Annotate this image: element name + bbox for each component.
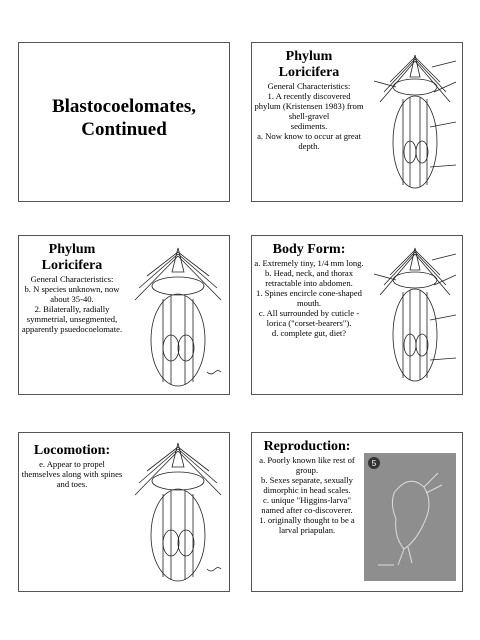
slide-title: Phylum Loricifera [278, 49, 340, 80]
text-line: a. Now know to occur at great depth. [257, 131, 361, 151]
slide-title: Body Form: [272, 242, 346, 257]
text-line: a. Extremely tiny, 1/4 mm long. [254, 258, 364, 268]
loricifera-labeled-drawing [370, 47, 460, 197]
larva-outline [364, 453, 456, 581]
text-line: b. Head, neck, and thorax retractable into abdomen. [264, 268, 354, 288]
higgins-larva-micrograph [364, 453, 456, 581]
photo-label: 5 [371, 459, 377, 468]
loricifera-labeled-drawing [370, 240, 460, 390]
slide-6 [251, 432, 463, 592]
text-line: General Characteristics: [267, 81, 351, 91]
slide-text [254, 242, 364, 338]
text-line: 1. originally thought to be a larval priapulan. [259, 515, 355, 535]
slide-2 [251, 42, 463, 202]
slide-text [254, 439, 360, 535]
loricifera-drawing [129, 439, 227, 589]
slide-text [21, 242, 123, 334]
text-line: d. complete gut, diet? [271, 328, 347, 338]
text-line: 1. Spines encircle cone-shaped mouth. [256, 288, 362, 308]
text-line: b. N species unknown, now about 35-40. [24, 284, 120, 304]
text-line: 2. Bilaterally, radially symmetrial, unsegmented, apparently psuedocoelomate. [21, 304, 123, 334]
slide-title: Blastocoelomates, Continued [51, 96, 197, 140]
slide-4 [251, 235, 463, 395]
text-line: e. Appear to propel themselves along with spines and toes. [21, 459, 123, 489]
text-line: b. Sexes separate, sexually dimorphic in head scales. [261, 475, 353, 495]
text-line: sediments. [290, 121, 328, 131]
text-line: c. All surrounded by cuticle - lorica ("corset-bearers"). [258, 308, 360, 328]
slide-1 [18, 42, 230, 202]
text-line: General Characteristics: [30, 274, 114, 284]
slide-text [254, 49, 364, 151]
slide-3 [18, 235, 230, 395]
text-line: a. Poorly known like rest of group. [259, 455, 355, 475]
slide-title: Phylum Loricifera [41, 242, 103, 273]
slide-5 [18, 432, 230, 592]
text-line: 1. A recently discovered phylum (Kristensen 1983) from shell-gravel [254, 91, 364, 121]
slide-text [21, 443, 123, 489]
slide-title: Reproduction: [263, 439, 351, 454]
loricifera-drawing [129, 244, 227, 392]
slide-title: Locomotion: [33, 443, 111, 458]
text-line: c. unique "Higgins-larva" named after co-discoverer. [261, 495, 353, 515]
